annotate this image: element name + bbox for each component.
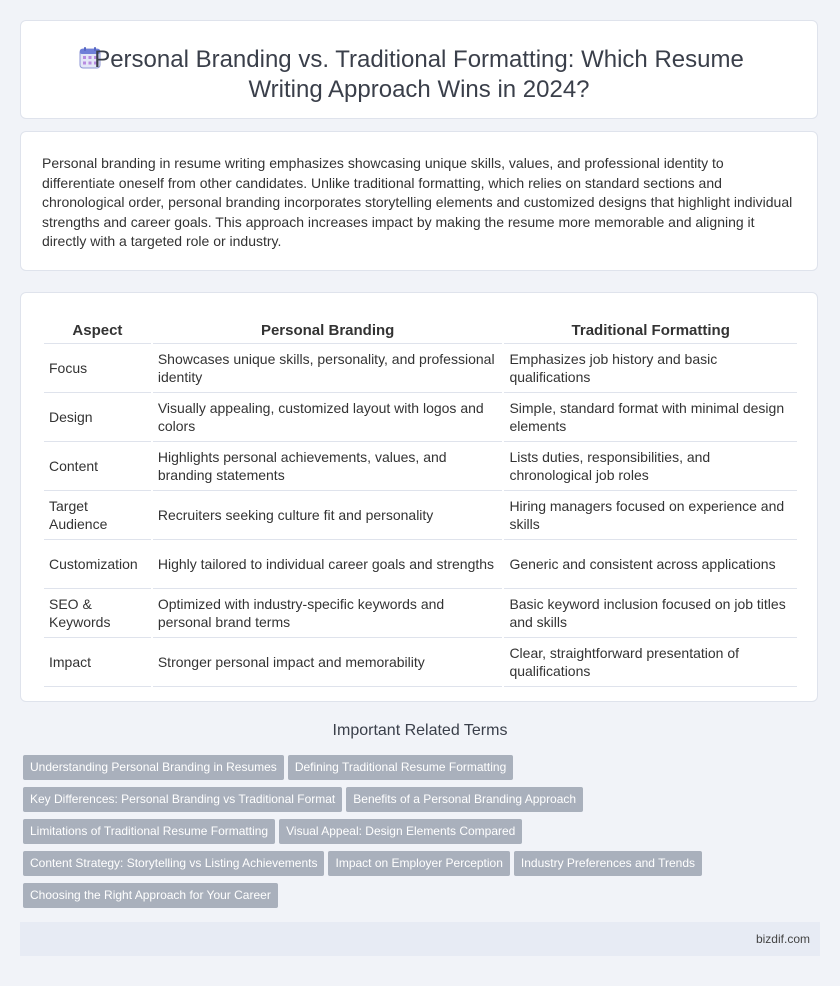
related-term-tag[interactable]: Benefits of a Personal Branding Approach <box>346 787 583 812</box>
related-term-tag[interactable]: Choosing the Right Approach for Your Career <box>23 883 278 908</box>
related-term-tag[interactable]: Impact on Employer Perception <box>328 851 509 876</box>
intro-paragraph: Personal branding in resume writing emphasizes showcasing unique skills, values, and professional identity to differentiate oneself from other candidates. Unlike traditional formatting, which relies on standard sections and chronological order, personal branding incorporates storytelling elements and customized designs that highlight individual strengths and career goals. This approach increases impact by making the resume more memorable and aligning it directly with a targeted role or industry. <box>42 155 793 249</box>
cell-traditional-formatting: Clear, straightforward presentation of qualifications <box>504 638 797 687</box>
cell-traditional-formatting: Simple, standard format with minimal design elements <box>504 393 797 442</box>
table-row <box>44 638 797 687</box>
header-personal-branding: Personal Branding <box>153 311 503 344</box>
table-row <box>44 589 797 638</box>
cell-aspect: Customization <box>44 540 151 589</box>
cell-aspect: Design <box>44 393 151 442</box>
related-term-tag[interactable]: Content Strategy: Storytelling vs Listing Achievements <box>23 851 324 876</box>
tag-row <box>23 883 723 915</box>
tag-row <box>23 819 723 851</box>
table-row <box>44 393 797 442</box>
tag-row <box>23 755 723 787</box>
footer-site-link[interactable]: bizdif.com <box>755 932 810 946</box>
tag-row <box>23 851 723 883</box>
cell-aspect: Focus <box>44 344 151 393</box>
page-title-line-1: Personal Branding vs. Traditional Formatting: Which Resume <box>94 46 744 73</box>
cell-personal-branding: Showcases unique skills, personality, and professional identity <box>153 344 503 393</box>
page-title-line-2: Writing Approach Wins in 2024? <box>248 76 590 103</box>
cell-aspect: Target Audience <box>44 491 151 540</box>
related-term-tag[interactable]: Defining Traditional Resume Formatting <box>288 755 513 780</box>
cell-traditional-formatting: Hiring managers focused on experience and skills <box>504 491 797 540</box>
related-term-tag[interactable]: Limitations of Traditional Resume Formatting <box>23 819 275 844</box>
header-traditional-formatting: Traditional Formatting <box>504 311 797 344</box>
related-term-tag[interactable]: Industry Preferences and Trends <box>514 851 702 876</box>
intro-card <box>20 131 818 271</box>
related-term-tag[interactable]: Key Differences: Personal Branding vs Traditional Format <box>23 787 342 812</box>
cell-aspect: Content <box>44 442 151 491</box>
table-header-row <box>44 311 797 344</box>
cell-traditional-formatting: Lists duties, responsibilities, and chronological job roles <box>504 442 797 491</box>
header-aspect: Aspect <box>44 311 151 344</box>
cell-aspect: Impact <box>44 638 151 687</box>
cell-personal-branding: Highlights personal achievements, values, and branding statements <box>153 442 503 491</box>
footer <box>20 922 820 956</box>
table-row <box>44 442 797 491</box>
table-row <box>44 540 797 589</box>
tag-row <box>23 787 723 819</box>
comparison-table <box>42 311 799 687</box>
cell-personal-branding: Visually appealing, customized layout with logos and colors <box>153 393 503 442</box>
cell-aspect: SEO & Keywords <box>44 589 151 638</box>
table-row <box>44 344 797 393</box>
cell-traditional-formatting: Basic keyword inclusion focused on job titles and skills <box>504 589 797 638</box>
related-term-tag[interactable]: Understanding Personal Branding in Resumes <box>23 755 284 780</box>
related-term-tag[interactable]: Visual Appeal: Design Elements Compared <box>279 819 522 844</box>
cell-personal-branding: Recruiters seeking culture fit and personality <box>153 491 503 540</box>
cell-personal-branding: Highly tailored to individual career goals and strengths <box>153 540 503 589</box>
cell-personal-branding: Optimized with industry-specific keywords and personal brand terms <box>153 589 503 638</box>
cell-personal-branding: Stronger personal impact and memorability <box>153 638 503 687</box>
page-title <box>21 45 817 105</box>
cell-traditional-formatting: Emphasizes job history and basic qualifications <box>504 344 797 393</box>
related-terms-list <box>23 755 723 915</box>
related-terms-heading: Important Related Terms <box>332 722 508 739</box>
header-card <box>20 20 818 119</box>
comparison-table-card <box>20 292 818 702</box>
cell-traditional-formatting: Generic and consistent across applications <box>504 540 797 589</box>
table-row <box>44 491 797 540</box>
